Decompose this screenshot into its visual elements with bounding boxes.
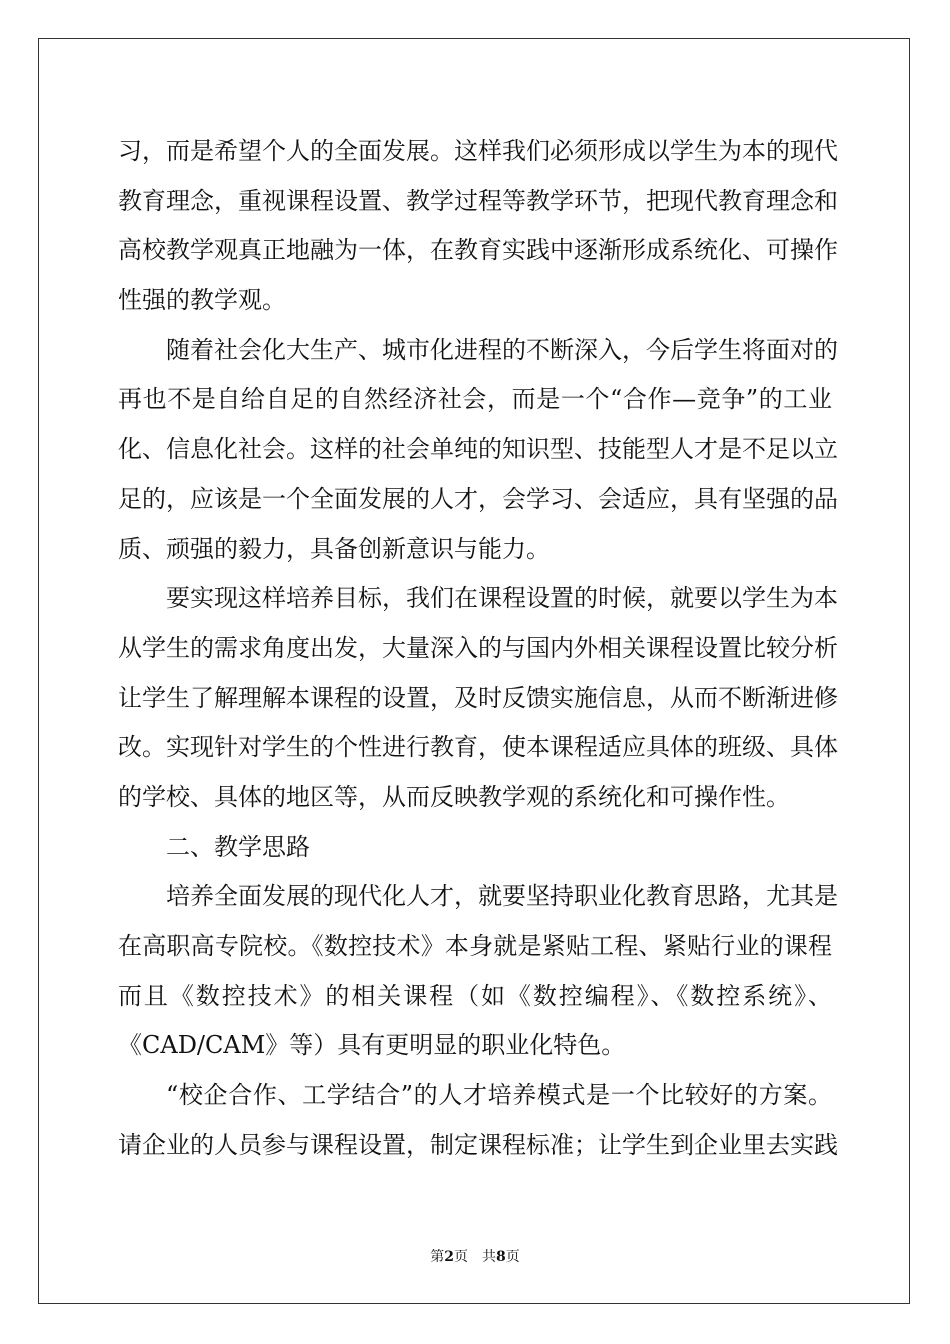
footer-total-suffix: 页 (505, 1249, 520, 1265)
text-line: 教育理念，重视课程设置、教学过程等教学环节，把现代教育理念和 (118, 186, 838, 215)
text-line: 改。实现针对学生的个性进行教育，使本课程适应具体的班级、具体 (118, 733, 838, 762)
text-line: 从学生的需求角度出发，大量深入的与国内外相关课程设置比较分析 (118, 633, 838, 662)
text-line: 高校教学观真正地融为一体，在教育实践中逐渐形成系统化、可操作 (118, 236, 838, 265)
footer-page-suffix: 页 (454, 1249, 468, 1265)
text-line: 让学生了解理解本课程的设置，及时反馈实施信息，从而不断渐进修 (118, 683, 838, 712)
section-heading: 二、教学思路 (166, 832, 310, 861)
page-footer (0, 1248, 950, 1266)
text-line: “校企合作、工学结合”的人才培养模式是一个比较好的方案。 (166, 1081, 832, 1110)
footer-total-prefix: 共 (482, 1249, 496, 1265)
total-pages: 8 (496, 1249, 506, 1265)
text-line: 性强的教学观。 (118, 286, 286, 315)
text-line: 的学校、具体的地区等，从而反映教学观的系统化和可操作性。 (118, 782, 790, 811)
text-line: 习，而是希望个人的全面发展。这样我们必须形成以学生为本的现代 (118, 137, 838, 165)
text-line: 《CAD/CAM》等）具有更明显的职业化特色。 (118, 1031, 626, 1060)
text-line: 请企业的人员参与课程设置，制定课程标准；让学生到企业里去实践 (118, 1130, 838, 1159)
footer-prefix: 第 (430, 1249, 445, 1265)
document-body (118, 127, 838, 1170)
text-line: 而且《数控技术》的相关课程（如《数控编程》、《数控系统》、 (118, 981, 832, 1010)
text-line: 化、信息化社会。这样的社会单纯的知识型、技能型人才是不足以立 (118, 435, 838, 464)
text-line: 培养全面发展的现代化人才，就要坚持职业化教育思路，尤其是 (166, 882, 838, 911)
page-number: 2 (444, 1249, 454, 1265)
text-line: 再也不是自给自足的自然经济社会，而是一个“合作—竞争”的工业 (118, 385, 832, 414)
text-line: 随着社会化大生产、城市化进程的不断深入，今后学生将面对的 (166, 335, 838, 364)
text-line: 在高职高专院校。《数控技术》本身就是紧贴工程、紧贴行业的课程 (118, 932, 832, 960)
text-line: 足的，应该是一个全面发展的人才，会学习、会适应，具有坚强的品 (118, 484, 838, 513)
text-line: 质、顽强的毅力，具备创新意识与能力。 (118, 534, 550, 563)
text-line: 要实现这样培养目标，我们在课程设置的时候，就要以学生为本 (166, 584, 838, 613)
